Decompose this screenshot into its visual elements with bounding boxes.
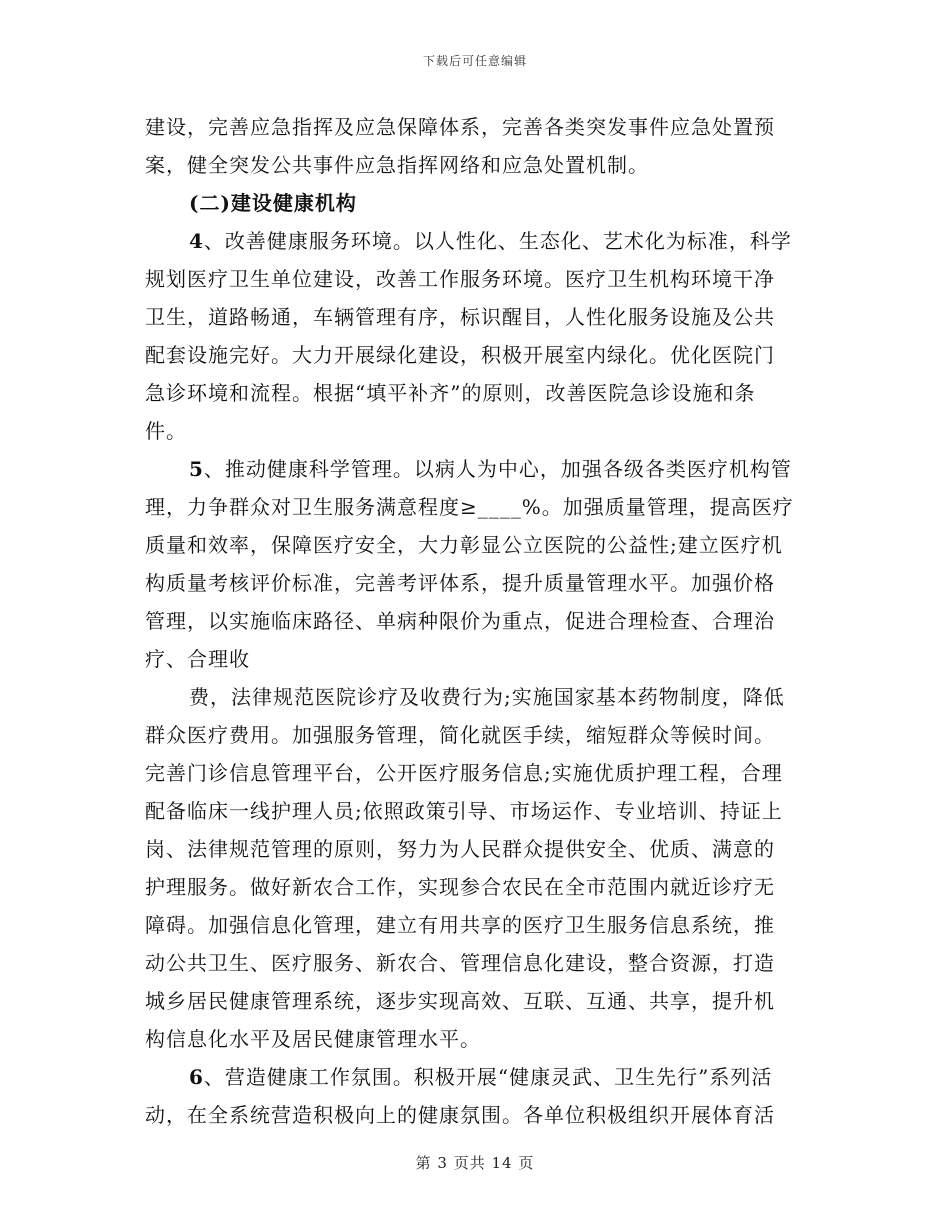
paragraph-line: 理，力争群众对卫生服务满意程度≥____%。加强质量管理，提高医疗 (145, 495, 794, 519)
paragraph-line: 质量和效率，保障医疗安全，大力彰显公立医院的公益性;建立医疗机 (145, 533, 783, 557)
page-footer: 第 3 页共 14 页 (415, 1154, 535, 1172)
item-text: 、营造健康工作氛围。积极开展“健康灵武、卫生先行”系列活 (203, 1065, 773, 1089)
paragraph-line (145, 450, 805, 488)
paragraph-line: 护理服务。做好新农合工作，实现参合农民在全市范围内就近诊疗无 (145, 875, 775, 899)
paragraph-line (145, 222, 805, 260)
paragraph-line: 规划医疗卫生单位建设，改善工作服务环境。医疗卫生机构环境干净 (145, 267, 775, 291)
paragraph-line: 构信息化水平及居民健康管理水平。 (145, 1027, 481, 1051)
item-text: 、推动健康科学管理。以病人为中心，加强各级各类医疗机构管 (203, 457, 792, 481)
section-heading: (二)建设健康机构 (189, 191, 357, 215)
paragraph-line: 动，在全系统营造积极向上的健康氛围。各单位积极组织开展体育活 (145, 1103, 775, 1127)
paragraph-line: 急诊环境和流程。根据“填平补齐”的原则，改善医院急诊设施和条 (145, 381, 756, 405)
item-text: 、改善健康服务环境。以人性化、生态化、艺术化为标准，科学 (203, 229, 792, 253)
paragraph-line: 卫生，道路畅通，车辆管理有序，标识醒目，人性化服务设施及公共 (145, 305, 775, 329)
paragraph-line: 完善门诊信息管理平台，公开医疗服务信息;实施优质护理工程，合理 (145, 761, 783, 785)
item-number: 4 (189, 229, 204, 253)
paragraph-line: 配套设施完好。大力开展绿化建设，积极开展室内绿化。优化医院门 (145, 343, 775, 367)
paragraph-line (145, 1058, 805, 1096)
paragraph-line: 疗、合理收 (145, 647, 250, 671)
page-header: 下载后可任意编辑 (422, 54, 527, 68)
paragraph-line: 件。 (145, 419, 187, 443)
paragraph-line: 障碍。加强信息化管理，建立有用共享的医疗卫生服务信息系统，推 (145, 913, 775, 937)
paragraph-line: 建设，完善应急指挥及应急保障体系，完善各类突发事件应急处置预 (145, 115, 775, 139)
paragraph-line: 群众医疗费用。加强服务管理，简化就医手续，缩短群众等候时间。 (145, 723, 775, 747)
paragraph-line: 城乡居民健康管理系统，逐步实现高效、互联、互通、共享，提升机 (145, 989, 775, 1013)
paragraph-line: 构质量考核评价标准，完善考评体系，提升质量管理水平。加强价格 (145, 571, 775, 595)
paragraph-line: 动公共卫生、医疗服务、新农合、管理信息化建设，整合资源，打造 (145, 951, 775, 975)
paragraph-line: 配备临床一线护理人员;依照政策引导、市场运作、专业培训、持证上 (145, 799, 783, 823)
item-number: 6 (189, 1065, 204, 1089)
item-number: 5 (189, 457, 204, 481)
paragraph-line: 岗、法律规范管理的原则，努力为人民群众提供安全、优质、满意的 (145, 837, 775, 861)
paragraph-line: 案，健全突发公共事件应急指挥网络和应急处置机制。 (145, 153, 649, 177)
paragraph-line: 费，法律规范医院诊疗及收费行为;实施国家基本药物制度，降低 (189, 685, 785, 709)
document-body (145, 108, 805, 1134)
paragraph-line: 管理，以实施临床路径、单病种限价为重点，促进合理检查、合理治 (145, 609, 775, 633)
